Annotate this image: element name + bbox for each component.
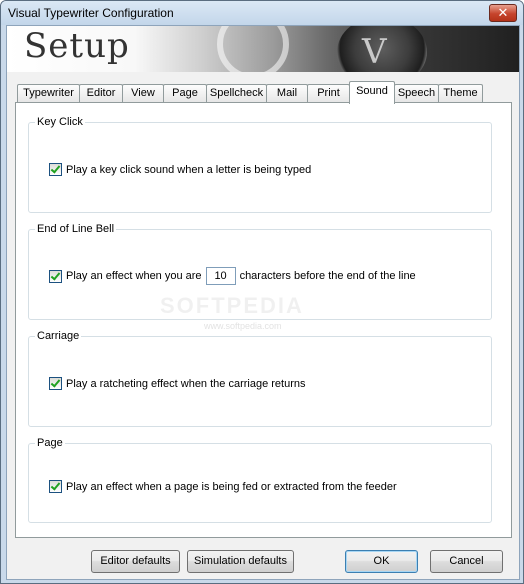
page-option[interactable] <box>49 480 397 493</box>
key-click-option[interactable] <box>49 163 311 176</box>
tab-view[interactable] <box>122 84 164 103</box>
tab-editor[interactable] <box>79 84 123 103</box>
carriage-checkbox[interactable] <box>49 377 62 390</box>
tab-page[interactable] <box>163 84 207 103</box>
window-title: Visual Typewriter Configuration <box>8 6 174 20</box>
carriage-group <box>28 330 492 427</box>
bell-checkbox[interactable] <box>49 270 62 283</box>
page-group <box>28 437 492 523</box>
title-bar[interactable] <box>1 1 523 25</box>
close-button[interactable] <box>489 4 517 22</box>
tab-label: Editor <box>86 87 116 99</box>
tab-speech[interactable] <box>394 84 439 103</box>
group-label: Key Click <box>37 116 83 128</box>
tab-label: Spellcheck <box>209 87 264 99</box>
key-click-checkbox[interactable] <box>49 163 62 176</box>
cancel-button[interactable]: Cancel <box>430 550 503 573</box>
checkbox-label: Play a key click sound when a letter is being typed <box>66 163 312 176</box>
editor-defaults-button[interactable]: Editor defaults <box>91 550 180 573</box>
client-area <box>6 25 520 580</box>
checkbox-label: Play an effect when a page is being fed or extracted from the feeder <box>66 480 397 493</box>
tab-label: Page <box>172 87 198 99</box>
checkbox-label-after: characters before the end of the line <box>239 270 416 282</box>
bell-characters-input[interactable]: 10 <box>206 267 236 285</box>
tab-theme[interactable] <box>438 84 483 103</box>
group-label: Page <box>37 437 63 449</box>
checkbox-label: Play a ratcheting effect when the carriage returns <box>66 377 306 390</box>
softpedia-watermark: SOFTPEDIA <box>160 293 304 318</box>
banner-title: Setup <box>24 26 130 66</box>
softpedia-watermark-url: www.softpedia.com <box>204 321 282 331</box>
bell-option[interactable] <box>49 267 416 285</box>
setup-banner <box>7 26 519 72</box>
key-click-group <box>28 116 492 213</box>
cup-graphic <box>217 26 289 72</box>
tab-label: Sound <box>356 85 388 97</box>
tab-label: Mail <box>276 87 298 99</box>
tab-label: Theme <box>443 87 478 99</box>
tab-label: Print <box>317 87 340 99</box>
tab-mail[interactable] <box>266 84 308 103</box>
tab-typewriter[interactable] <box>17 84 80 103</box>
close-icon: ✕ <box>497 5 509 20</box>
page-checkbox[interactable] <box>49 480 62 493</box>
group-label: Carriage <box>37 330 80 342</box>
tab-label: Typewriter <box>23 87 74 99</box>
tab-label: Speech <box>397 87 436 99</box>
simulation-defaults-button[interactable]: Simulation defaults <box>187 550 294 573</box>
tab-spellcheck[interactable] <box>206 84 267 103</box>
sound-tab-panel <box>15 102 512 538</box>
group-label: End of Line Bell <box>37 223 115 235</box>
checkbox-label-before: Play an effect when you are <box>66 270 202 282</box>
end-of-line-bell-group <box>28 223 492 320</box>
typewriter-key-letter: V <box>362 32 387 72</box>
tab-print[interactable] <box>307 84 350 103</box>
tab-sound[interactable] <box>349 81 395 104</box>
carriage-option[interactable] <box>49 377 306 390</box>
tab-label: View <box>131 87 155 99</box>
ok-button[interactable]: OK <box>345 550 418 573</box>
